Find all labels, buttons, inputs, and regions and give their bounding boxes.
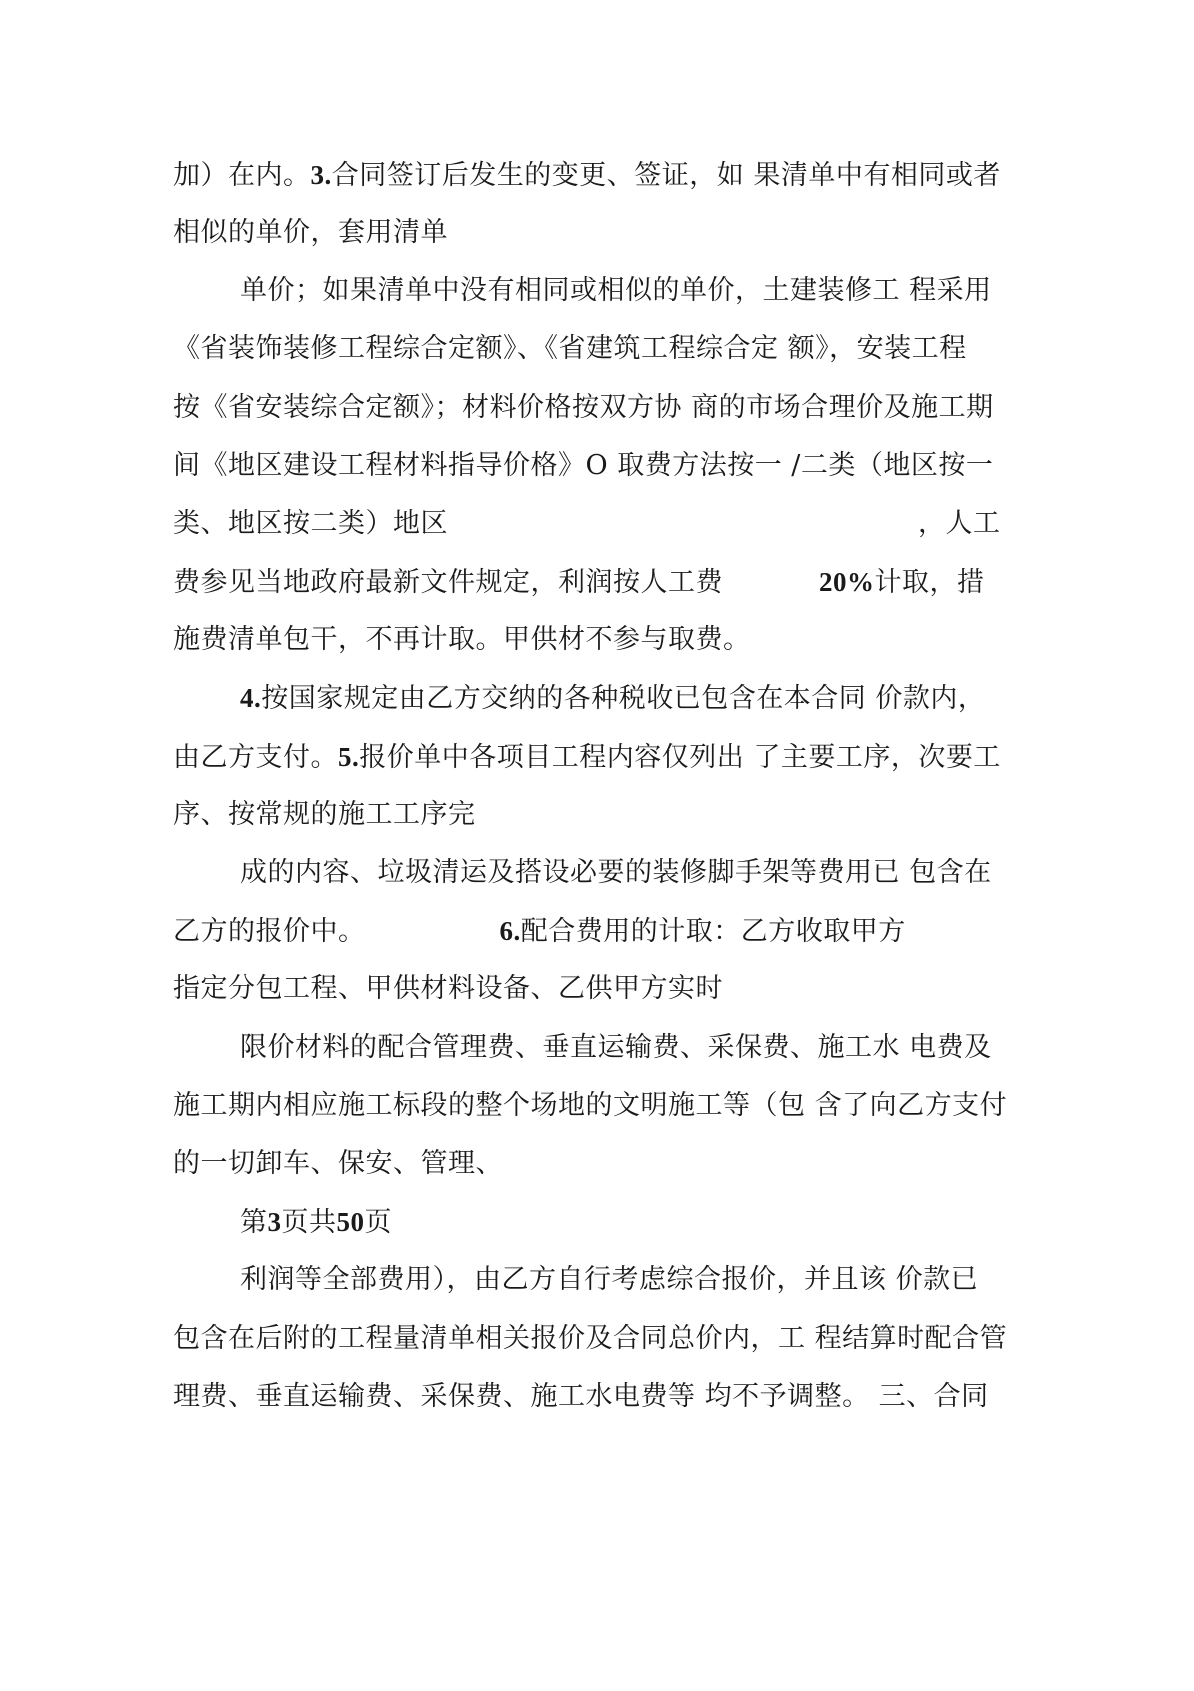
text-segment: 合同签订后发生的变更、签证，如 果清单中有相同或者: [331, 160, 1001, 191]
text-line: [173, 444, 1033, 488]
current-page: 3: [267, 1207, 282, 1237]
text-line: [173, 1317, 1033, 1361]
text-segment: 利润等全部费用），由乙方自行考虑综合报价，并且该 价款已: [240, 1264, 979, 1295]
text-segment: 施费清单包干，不再计取。甲供材不参与取费。: [173, 624, 751, 655]
text-line: [240, 1026, 1100, 1070]
text-line: [240, 676, 1100, 720]
text-segment: 相似的单价，套用清单: [173, 217, 448, 248]
text-line: [173, 153, 1033, 197]
page-number: [240, 1200, 1100, 1244]
text-segment: 单价；如果清单中没有相同或相似的单价，土建装修工 程采用: [240, 275, 992, 306]
text-line: [240, 1258, 1100, 1302]
text-line: [173, 211, 1033, 255]
text-line: [173, 909, 1033, 953]
text-line: [173, 1084, 1033, 1128]
text-line: [173, 386, 1033, 430]
text-segment: 成的内容、垃圾清运及搭设必要的装修脚手架等费用已 包含在: [240, 857, 992, 888]
text-segment: 配合费用的计取：乙方收取甲方: [520, 916, 906, 947]
text-line: [240, 269, 1100, 313]
text-segment: 由乙方支付。: [173, 742, 338, 773]
text-segment: 乙方的报价中。: [173, 916, 366, 947]
text-line: [173, 502, 1033, 546]
text-line: [173, 735, 1033, 779]
text-line: [173, 967, 1033, 1011]
text-segment: ，人工: [918, 508, 1001, 539]
text-segment: 指定分包工程、甲供材料设备、乙供甲方实时: [173, 973, 723, 1004]
text-segment: 包含在后附的工程量清单相关报价及合同总价内，工 程结算时配合管: [173, 1323, 1008, 1354]
clause-number: 5.: [338, 742, 360, 772]
text-segment: 加）在内。: [173, 160, 311, 191]
text-segment: 《省装饰装修工程综合定额》、《省建筑工程综合定 额》，安装工程: [173, 333, 967, 364]
clause-number: 4.: [240, 683, 262, 713]
text-segment: 类、地区按二类）地区: [173, 508, 448, 539]
total-pages: 50: [336, 1207, 365, 1237]
text-line: [173, 327, 1033, 371]
text-segment: 序、按常规的施工工序完: [173, 799, 476, 830]
text-segment: 页共: [281, 1207, 337, 1238]
text-line: [173, 1142, 1033, 1186]
text-segment: 按国家规定由乙方交纳的各种税收已包含在本合同 价款内，: [261, 683, 986, 714]
text-segment: 间《地区建设工程材料指导价格》O 取费方法按一 /二类（地区按一: [173, 450, 994, 481]
text-line: [173, 1375, 1033, 1419]
text-segment: 第: [240, 1207, 268, 1238]
text-segment: 施工期内相应施工标段的整个场地的文明施工等（包 含了向乙方支付: [173, 1090, 1008, 1121]
text-line: [240, 851, 1100, 895]
text-line: [173, 618, 1033, 662]
text-segment: 理费、垂直运输费、采保费、施工水电费等 均不予调整。 三、合同: [173, 1381, 989, 1412]
text-segment: 费参见当地政府最新文件规定，利润按人工费: [173, 567, 723, 598]
text-segment: 的一切卸车、保安、管理、: [173, 1148, 503, 1179]
text-segment: 限价材料的配合管理费、垂直运输费、采保费、施工水 电费及: [240, 1032, 992, 1063]
text-segment: 页: [364, 1207, 392, 1238]
clause-number: 3.: [310, 160, 332, 190]
clause-number: 6.: [499, 916, 521, 946]
text-line: [173, 793, 1033, 837]
text-segment: 报价单中各项目工程内容仅列出 了主要工序，次要工: [359, 742, 1001, 773]
percentage-value: 20%: [819, 567, 875, 597]
text-line: [173, 560, 1033, 604]
text-segment: 计取，措: [874, 567, 985, 598]
text-segment: 按《省安装综合定额》；材料价格按双方协 商的市场合理价及施工期: [173, 392, 994, 423]
